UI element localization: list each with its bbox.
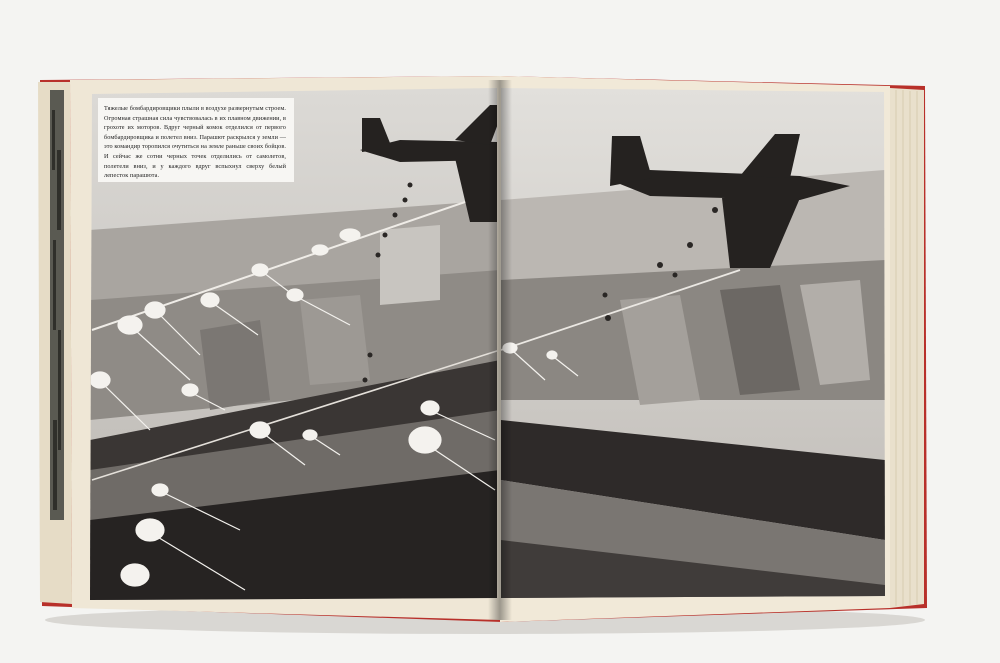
right-page-edges (890, 88, 924, 608)
book-gutter (488, 80, 512, 620)
photo-caption: Тяжелые бомбардировщики плыли в воздухе развернутым строем. Огромная страшная сила чувствовалась в их плавном движении, в грохоте их моторов. Вдруг черный комок отделился от первого бомбардировщика и полетел вниз. Парашют раскрылся у земли — это командир торопился очутиться на земле раньше своих бойцов. И сейчас же сотни черных точек отделились от самолетов, полетели вниз, и у каждого вдруг вспыхнул сверху белый лепесток парашюта. (104, 105, 286, 180)
right-photograph (500, 86, 886, 600)
